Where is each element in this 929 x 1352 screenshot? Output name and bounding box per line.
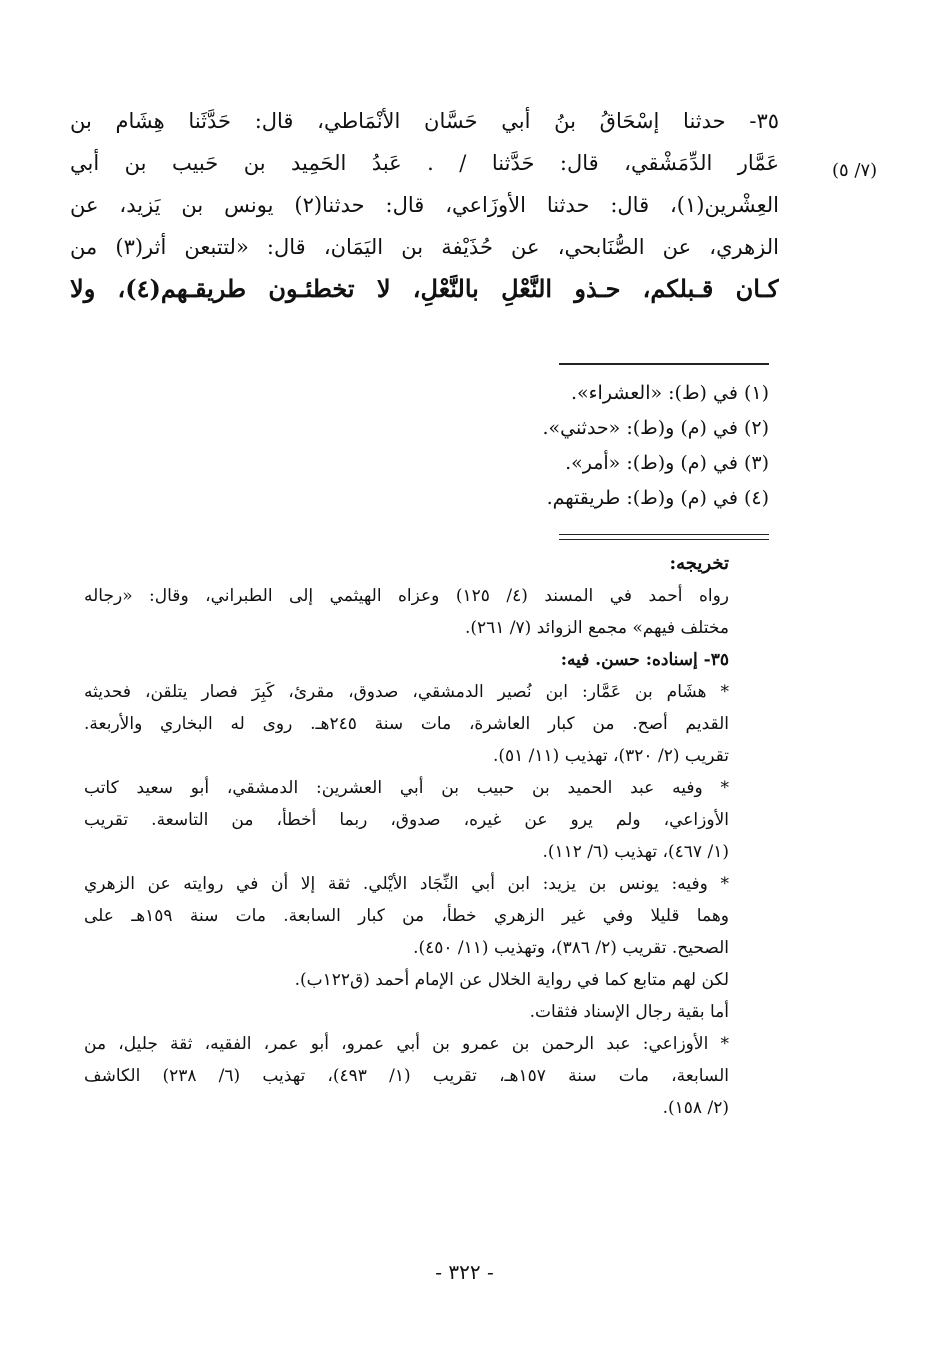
takhrij-line: مختلف فيهم» مجمع الزوائد (٧/ ٢٦١). xyxy=(464,618,729,638)
takhrij-section xyxy=(84,548,729,1124)
takhrij-line: * وفيه: يونس بن يزيد: ابن أبي النِّجَاد الأيْلي. ثقة إلا أن في روايته عن الزهري xyxy=(84,874,729,894)
takhrij-line: لكن لهم متابع كما في رواية الخلال عن الإمام أحمد (ق١٢٢ب). xyxy=(294,970,729,990)
section-divider-top xyxy=(559,534,769,535)
takhrij-line: الأوزاعي، ولم يرو عن غيره، صدوق، ربما أخطأ، من التاسعة. تقريب xyxy=(84,810,729,830)
hadith-line-3: العِشْرين(١)، قال: حدثنا الأوزَاعي، قال: حدثنا(٢) يونس بن يَزيد، عن xyxy=(70,193,779,217)
hadith-line-1: ٣٥- حدثنا إسْحَاقُ بنُ أبي حَسَّان الأنْمَاطي، قال: حَدَّثَنا هِشَام بن xyxy=(70,109,779,133)
footnote-3: (٣) في (م) و(ط): «أمر». xyxy=(565,452,769,474)
hadith-line-5: كـان قـبلكم، حـذو النَّعْلِ بالنَّعْلِ، لا تخطئـون طريقـهم(٤)، ولا xyxy=(70,274,779,303)
footnotes xyxy=(269,376,769,516)
takhrij-line: (١/ ٤٦٧)، تهذيب (٦/ ١١٢). xyxy=(542,842,729,862)
takhrij-line: * الأوزاعي: عبد الرحمن بن عمرو بن أبي عمرو، أبو عمر، الفقيه، ثقة جليل، من xyxy=(84,1034,729,1054)
hadith-line-2: عَمَّار الدِّمَشْقي، قال: حَدَّثنا / . عَبدُ الحَمِيد بن حَبيب بن أبي xyxy=(70,151,779,175)
footnote-4: (٤) في (م) و(ط): طريقتهم. xyxy=(546,487,769,509)
takhrij-heading: تخريجه: xyxy=(669,553,729,574)
footnote-2: (٢) في (م) و(ط): «حدثني». xyxy=(542,417,769,439)
page-number: - ٣٢٢ - xyxy=(435,1260,494,1284)
hadith-text-block xyxy=(70,100,779,310)
takhrij-line: * وفيه عبد الحميد بن حبيب بن أبي العشرين: الدمشقي، أبو سعيد كاتب xyxy=(84,778,729,798)
takhrij-line: ٣٥- إسناده: حسن. فيه: xyxy=(560,650,729,670)
takhrij-line: رواه أحمد في المسند (٤/ ١٢٥) وعزاه الهيثمي إلى الطبراني، وقال: «رجاله xyxy=(84,586,729,606)
takhrij-line: السابعة، مات سنة ١٥٧هـ، تقريب (١/ ٤٩٣)، تهذيب (٦/ ٢٣٨) الكاشف xyxy=(84,1066,729,1086)
hadith-line-4: الزهري، عن الصُّنَابحي، عن حُذَيْفة بن اليَمَان، قال: «لتتبعن أثر(٣) من xyxy=(70,235,779,259)
footnote-1: (١) في (ط): «العشراء». xyxy=(570,382,769,404)
section-divider-bottom xyxy=(559,539,769,540)
takhrij-line: وهما قليلا وفي غير الزهري خطأ، من كبار السابعة. مات سنة ١٥٩هـ على xyxy=(84,906,729,926)
takhrij-line: تقريب (٢/ ٣٢٠)، تهذيب (١١/ ٥١). xyxy=(492,746,729,766)
footnote-divider xyxy=(559,363,769,365)
takhrij-line: أما بقية رجال الإسناد فثقات. xyxy=(529,1002,729,1022)
takhrij-line: (٢/ ١٥٨). xyxy=(662,1098,729,1118)
takhrij-line: * هشَام بن عَمَّار: ابن نُصير الدمشقي، صدوق، مقرئ، كَبِرَ فصار يتلقن، فحديثه xyxy=(84,682,729,702)
margin-volume-page-marker: (٧/ ٥) xyxy=(832,160,878,181)
takhrij-line: القديم أصح. من كبار العاشرة، مات سنة ٢٤٥هـ. روى له البخاري والأربعة. xyxy=(84,714,729,734)
takhrij-line: الصحيح. تقريب (٢/ ٣٨٦)، وتهذيب (١١/ ٤٥٠). xyxy=(413,938,729,958)
